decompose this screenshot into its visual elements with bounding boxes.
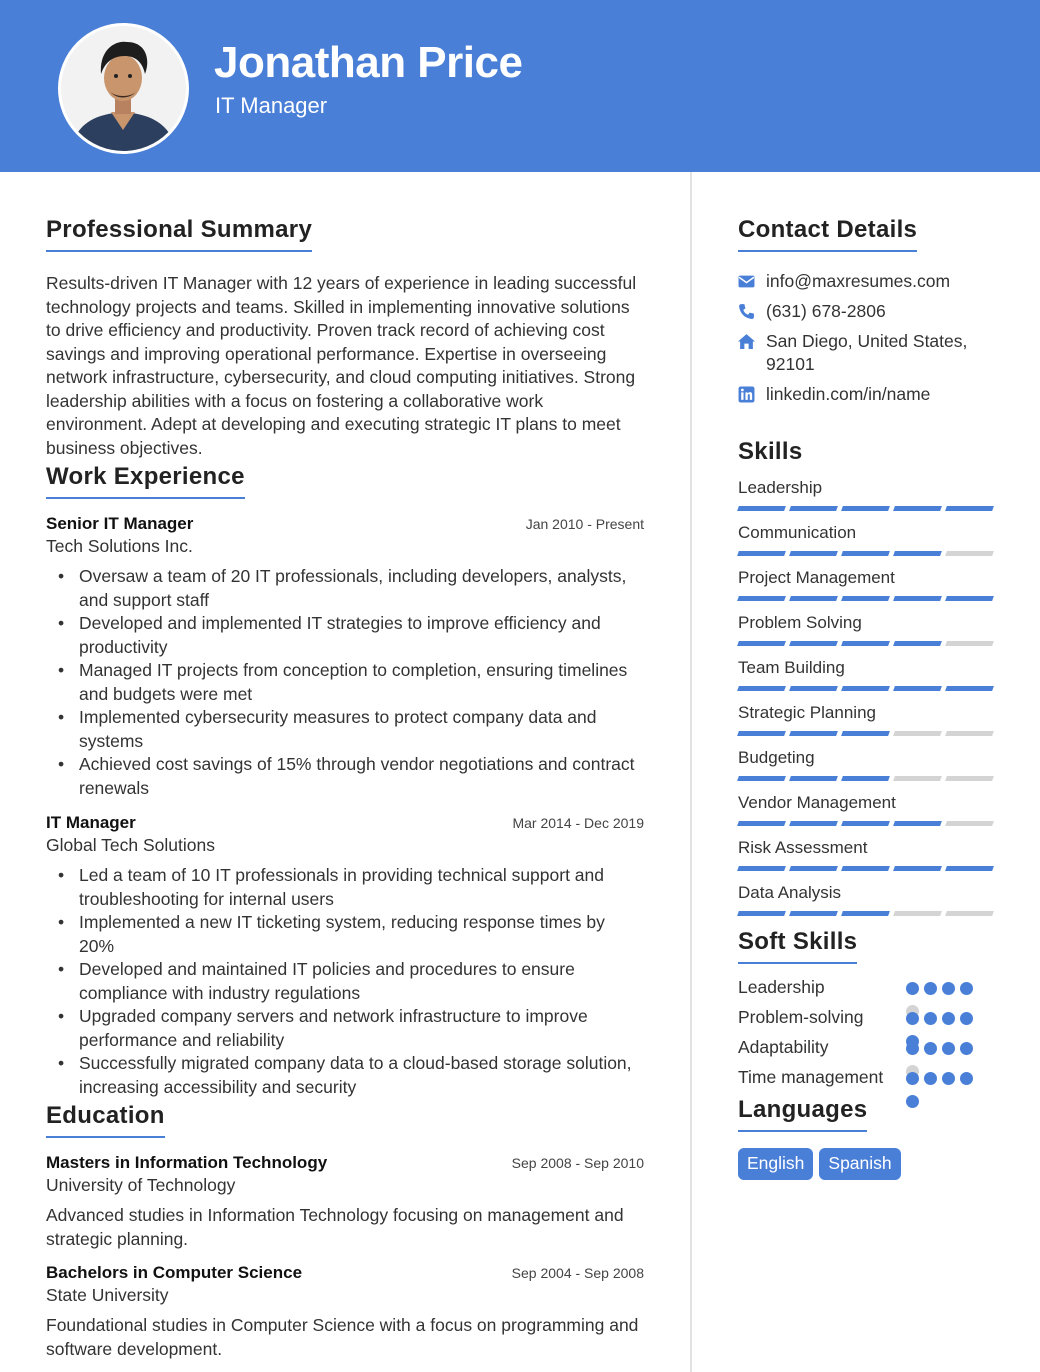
skill-level-bar <box>738 911 998 916</box>
education-description: Advanced studies in Information Technology focusing on management and strategic planning. <box>46 1205 624 1249</box>
skill-level-segment <box>893 866 942 871</box>
degree-title: Bachelors in Computer Science <box>46 1263 303 1282</box>
skill-level-segment <box>737 911 786 916</box>
language-tag: English <box>738 1148 813 1180</box>
skill-level-segment <box>893 911 942 916</box>
soft-skills-list <box>738 976 998 1089</box>
skill-level-segment <box>893 821 942 826</box>
skill-level-segment <box>945 866 994 871</box>
skill-name: Vendor Management <box>738 793 896 812</box>
education-entry <box>46 1153 644 1251</box>
education-section <box>46 1102 644 1361</box>
skill-name: Team Building <box>738 658 845 677</box>
soft-skills-section <box>738 928 998 1089</box>
job-entry <box>46 514 644 800</box>
rating-dot <box>924 982 937 995</box>
skill-level-segment <box>841 731 890 736</box>
skill-level-segment <box>789 686 838 691</box>
skill-level-segment <box>737 596 786 601</box>
school-name: University of Technology <box>46 1175 236 1195</box>
column-divider <box>690 172 692 1372</box>
skill-level-segment <box>945 911 994 916</box>
skill-name: Budgeting <box>738 748 815 767</box>
skill-level-segment <box>789 506 838 511</box>
home-icon <box>738 333 755 350</box>
soft-skills-heading: Soft Skills <box>738 928 857 964</box>
main-column <box>46 172 644 1361</box>
rating-dot <box>942 1042 955 1055</box>
skill-level-segment <box>893 686 942 691</box>
skill-item <box>738 613 998 646</box>
skill-level-segment <box>945 686 994 691</box>
skill-level-bar <box>738 821 998 826</box>
rating-dot <box>924 1042 937 1055</box>
skill-level-segment <box>945 731 994 736</box>
phone-text: (631) 678-2806 <box>766 301 886 321</box>
rating-dot <box>942 1012 955 1025</box>
language-tag: Spanish <box>819 1148 900 1180</box>
contact-section <box>738 216 998 406</box>
job-bullet: • Developed and implemented IT strategies to improve efficiency and productivity <box>46 612 644 659</box>
skill-item <box>738 748 998 781</box>
job-bullet: • Implemented cybersecurity measures to protect company data and systems <box>46 706 644 753</box>
skill-level-segment <box>945 776 994 781</box>
job-bullet: • Achieved cost savings of 15% through vendor negotiations and contract renewals <box>46 753 644 800</box>
skill-item <box>738 883 998 916</box>
rating-dot <box>906 1012 919 1025</box>
linkedin-text: linkedin.com/in/name <box>766 384 931 404</box>
job-bullets <box>46 565 644 800</box>
education-date: Sep 2004 - Sep 2008 <box>511 1265 644 1281</box>
rating-dot <box>960 1072 973 1085</box>
skill-level-segment <box>841 911 890 916</box>
skill-level-segment <box>737 866 786 871</box>
skill-level-segment <box>893 776 942 781</box>
rating-dot <box>924 1012 937 1025</box>
job-date: Mar 2014 - Dec 2019 <box>512 815 644 831</box>
skill-level-segment <box>737 731 786 736</box>
contact-heading: Contact Details <box>738 216 917 252</box>
skill-level-segment <box>737 506 786 511</box>
person-avatar-icon <box>61 26 186 151</box>
skill-level-bar <box>738 686 998 691</box>
skill-level-segment <box>945 641 994 646</box>
skill-level-segment <box>945 506 994 511</box>
job-bullet: • Upgraded company servers and network infrastructure to improve performance and reliability <box>46 1005 644 1052</box>
summary-text: Results-driven IT Manager with 12 years of experience in leading successful technology projects and teams. Skilled in implementing innovative solutions to drive efficiency and productivity. Proven track record of achieving cost savings and improving operational performance. Expertise in overseeing network infrastructure, cybersecurity, and cloud computing initiatives. Strong leadership abilities with a focus on fostering a collaborative work environment. Adept at developing and executing strategic IT plans to meet business objectives. <box>46 273 637 458</box>
skill-level-segment <box>789 821 838 826</box>
phone-icon <box>738 303 755 320</box>
skill-level-segment <box>893 641 942 646</box>
skill-item <box>738 478 998 511</box>
skill-level-segment <box>789 911 838 916</box>
skill-level-bar <box>738 731 998 736</box>
skill-item <box>738 793 998 826</box>
candidate-name: Jonathan Price <box>214 38 523 87</box>
skill-level-segment <box>789 776 838 781</box>
job-bullets <box>46 864 644 1099</box>
contact-linkedin[interactable] <box>738 383 998 406</box>
skill-level-segment <box>945 551 994 556</box>
company-name: Tech Solutions Inc. <box>46 536 193 556</box>
summary-section <box>46 216 644 460</box>
contact-phone[interactable] <box>738 300 998 323</box>
skill-level-segment <box>893 506 942 511</box>
skill-name: Communication <box>738 523 857 542</box>
skill-name: Leadership <box>738 478 823 497</box>
job-bullet: • Oversaw a team of 20 IT professionals, including developers, analysts, and support staff <box>46 565 644 612</box>
summary-heading: Professional Summary <box>46 216 312 252</box>
experience-section <box>46 463 644 1099</box>
skill-level-segment <box>841 596 890 601</box>
email-text: info@maxresumes.com <box>766 271 951 291</box>
rating-dot <box>906 1072 919 1085</box>
skill-level-segment <box>737 776 786 781</box>
soft-skill-name: Leadership <box>738 977 825 997</box>
skill-item <box>738 703 998 736</box>
job-bullet: • Implemented a new IT ticketing system, reducing response times by 20% <box>46 911 644 958</box>
rating-dot <box>906 1095 919 1108</box>
contact-email[interactable] <box>738 270 998 293</box>
skill-name: Project Management <box>738 568 895 587</box>
address-text: San Diego, United States, 92101 <box>766 331 968 374</box>
job-entry <box>46 813 644 1099</box>
soft-skill-rating <box>906 1071 986 1117</box>
skill-level-segment <box>789 866 838 871</box>
job-bullet: • Managed IT projects from conception to completion, ensuring timelines and budgets were met <box>46 659 644 706</box>
skill-level-bar <box>738 641 998 646</box>
soft-skill-name: Adaptability <box>738 1037 829 1057</box>
profile-photo <box>58 23 189 154</box>
soft-skill-item <box>738 1006 998 1029</box>
skills-section <box>738 438 998 916</box>
skill-level-segment <box>737 641 786 646</box>
rating-dot <box>906 982 919 995</box>
skill-level-bar <box>738 866 998 871</box>
languages-heading: Languages <box>738 1096 867 1132</box>
skills-heading: Skills <box>738 438 803 465</box>
skill-name: Risk Assessment <box>738 838 868 857</box>
skills-list <box>738 478 998 916</box>
degree-title: Masters in Information Technology <box>46 1153 328 1172</box>
skill-name: Strategic Planning <box>738 703 876 722</box>
skill-level-segment <box>841 776 890 781</box>
education-description: Foundational studies in Computer Science with a focus on programming and software development. <box>46 1315 639 1359</box>
skill-level-segment <box>893 731 942 736</box>
skill-level-segment <box>841 866 890 871</box>
skill-level-segment <box>841 506 890 511</box>
soft-skill-item <box>738 976 998 999</box>
linkedin-icon <box>738 386 755 403</box>
skill-level-segment <box>789 551 838 556</box>
skill-level-segment <box>893 596 942 601</box>
skill-level-segment <box>945 821 994 826</box>
company-name: Global Tech Solutions <box>46 835 215 855</box>
rating-dot <box>906 1042 919 1055</box>
skill-level-segment <box>841 641 890 646</box>
skill-level-segment <box>789 731 838 736</box>
skill-item <box>738 523 998 556</box>
skill-level-segment <box>893 551 942 556</box>
rating-dot <box>960 982 973 995</box>
skill-level-bar <box>738 776 998 781</box>
skill-item <box>738 568 998 601</box>
language-tags <box>738 1148 998 1180</box>
skill-level-segment <box>737 551 786 556</box>
rating-dot <box>942 1072 955 1085</box>
skill-level-bar <box>738 551 998 556</box>
rating-dot <box>942 982 955 995</box>
skill-level-segment <box>789 596 838 601</box>
skill-level-bar <box>738 506 998 511</box>
candidate-title: IT Manager <box>215 93 328 118</box>
skill-level-segment <box>841 821 890 826</box>
experience-heading: Work Experience <box>46 463 245 499</box>
resume-header <box>0 0 1040 172</box>
rating-dot <box>960 1042 973 1055</box>
skill-name: Problem Solving <box>738 613 862 632</box>
education-date: Sep 2008 - Sep 2010 <box>511 1155 644 1171</box>
school-name: State University <box>46 1285 169 1305</box>
envelope-icon <box>738 273 755 290</box>
job-title: IT Manager <box>46 813 136 832</box>
education-entry <box>46 1263 644 1361</box>
job-bullet: • Led a team of 10 IT professionals in providing technical support and troubleshooting for internal users <box>46 864 644 911</box>
skill-item <box>738 838 998 871</box>
soft-skill-name: Time management <box>738 1067 884 1087</box>
contact-address <box>738 330 998 376</box>
skill-level-segment <box>841 686 890 691</box>
soft-skill-item <box>738 1036 998 1059</box>
skill-level-segment <box>789 641 838 646</box>
job-title: Senior IT Manager <box>46 514 194 533</box>
soft-skill-item <box>738 1066 998 1089</box>
education-heading: Education <box>46 1102 165 1138</box>
skill-level-segment <box>737 686 786 691</box>
soft-skill-name: Problem-solving <box>738 1007 864 1027</box>
job-date: Jan 2010 - Present <box>525 516 644 532</box>
job-bullet: • Successfully migrated company data to a cloud-based storage solution, increasing accessibility and security <box>46 1052 644 1099</box>
sidebar-column <box>738 172 998 1180</box>
skill-level-segment <box>737 821 786 826</box>
skill-level-segment <box>841 551 890 556</box>
rating-dot <box>924 1072 937 1085</box>
skill-level-segment <box>945 596 994 601</box>
skill-level-bar <box>738 596 998 601</box>
rating-dot <box>960 1012 973 1025</box>
job-bullet: • Developed and maintained IT policies and procedures to ensure compliance with industry regulations <box>46 958 644 1005</box>
skill-name: Data Analysis <box>738 883 841 902</box>
skill-item <box>738 658 998 691</box>
